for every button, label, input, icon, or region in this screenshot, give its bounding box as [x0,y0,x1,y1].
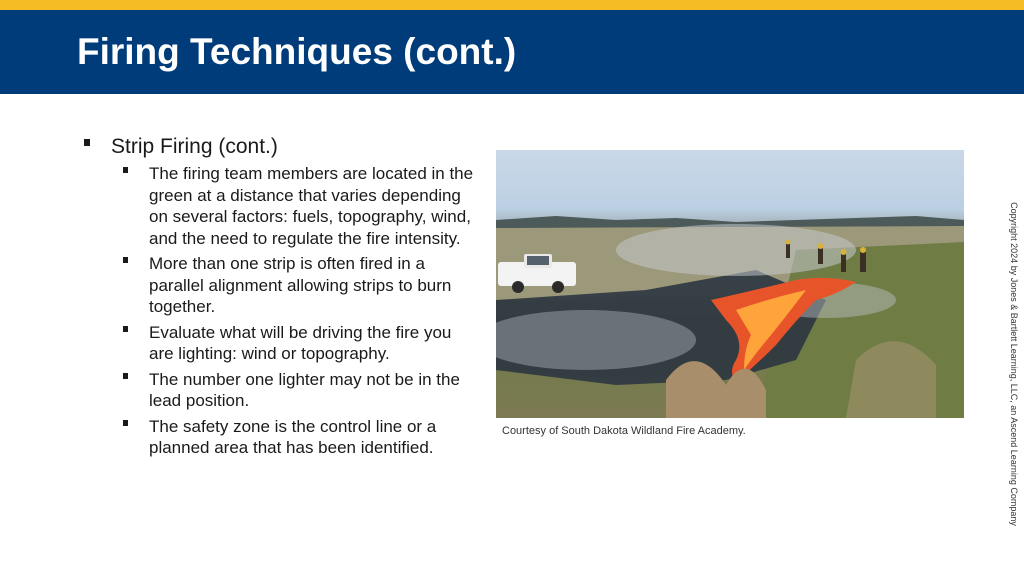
photo-illustration [496,150,964,418]
top-accent-stripe [0,0,1024,10]
sub-bullet-text: The safety zone is the control line or a planned area that has been identified. [149,416,437,457]
square-bullet-icon [84,139,90,146]
sub-bullet [84,369,474,412]
bullet-text: Strip Firing (cont.) [111,135,278,158]
sub-bullet [84,416,474,459]
sub-bullet-text: The firing team members are located in the green at a distance that varies depending on several factors: fuels, topography, wind, and the need to regulate the fire intensity. [149,164,474,248]
sub-bullet [84,322,474,365]
sub-bullet-list [84,163,474,459]
square-bullet-icon [123,257,128,263]
bullet-list [84,134,474,463]
sub-bullet-text: More than one strip is often fired in a parallel alignment allowing strips to burn together. [149,254,452,316]
square-bullet-icon [123,167,128,173]
photo-caption: Courtesy of South Dakota Wildland Fire Academy. [502,425,746,437]
sub-bullet [84,163,474,249]
sub-bullet-text: The number one lighter may not be in the lead position. [149,369,460,410]
prescribed-fire-photo [496,150,964,418]
sub-bullet [84,253,474,318]
sub-bullet-text: Evaluate what will be driving the fire you are lighting: wind or topography. [149,322,452,363]
bullet-strip-firing [84,134,474,159]
slide-title: Firing Techniques (cont.) [77,31,517,72]
square-bullet-icon [123,373,128,379]
square-bullet-icon [123,420,128,426]
copyright-notice: Copyright 2024 by Jones & Bartlett Learning, LLC, an Ascend Learning Company [1009,202,1019,526]
square-bullet-icon [123,326,128,332]
